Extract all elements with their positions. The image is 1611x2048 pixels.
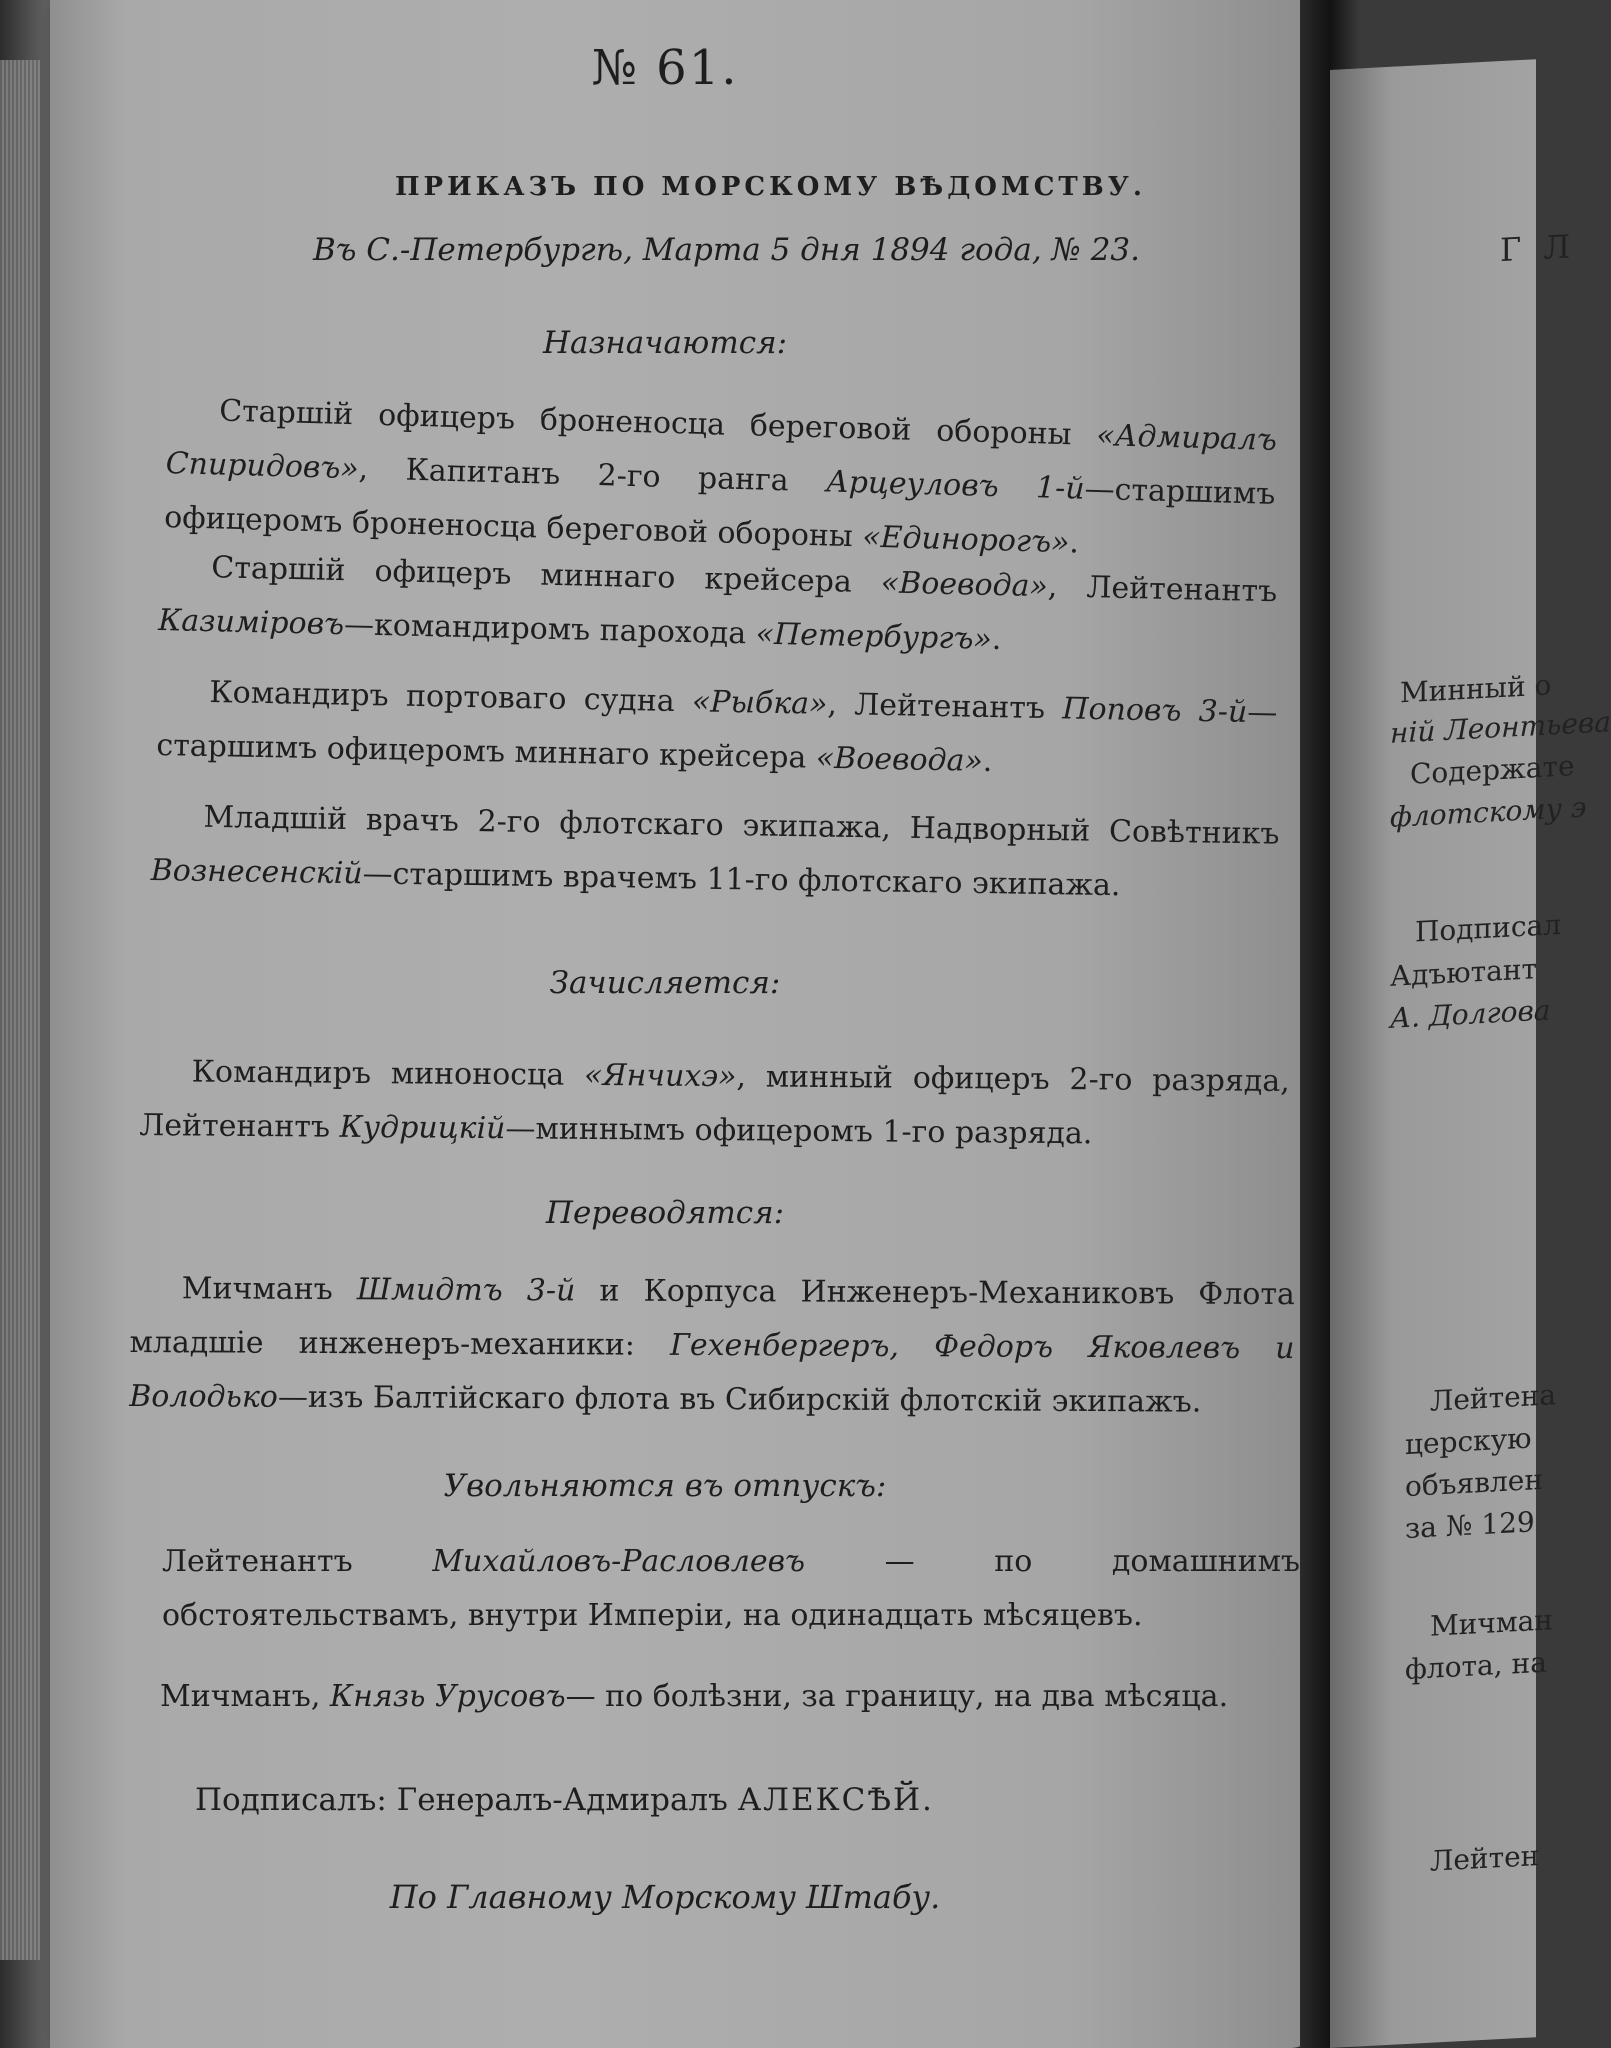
right-page-fragment: Лейтен <box>1430 1839 1540 1878</box>
page-number: № 61. <box>591 40 739 96</box>
footer-staff: По Главному Морскому Штабу. <box>389 1878 941 1916</box>
right-page-fragment: объявлен <box>1405 1462 1543 1504</box>
right-page <box>1330 59 1611 2048</box>
right-page-fragment: за № 129 <box>1405 1505 1535 1546</box>
paragraph-leave-2: Мичманъ, Князь Урусовъ— по болѣзни, за границу, на два мѣсяца. <box>160 1679 1229 1714</box>
signature-name: АЛЕКСѢЙ. <box>737 1782 934 1818</box>
right-page-fragment: Адъютант <box>1390 952 1537 993</box>
heading-transferred: Переводятся: <box>545 1195 785 1231</box>
right-page-fragment: Подписал <box>1415 907 1562 949</box>
order-title: ПРИКАЗЪ ПО МОРСКОМУ ВѢДОМСТВУ. <box>395 172 1146 202</box>
order-date: Въ С.-Петербургѣ, Марта 5 дня 1894 года, № 23. <box>313 232 1141 268</box>
right-page-fragment: флота, на <box>1405 1645 1547 1687</box>
paragraph-appointment-2: Старшій офицеръ миннаго крейсера «Воевода», Лейтенантъ Казиміровъ—командиромъ парохода «Петербургъ». <box>157 550 1278 658</box>
right-page-fragment: ній Леонтьева <box>1390 705 1611 750</box>
right-page-heading-fragment: Г Л <box>1500 227 1577 270</box>
right-page-fragment: церскую <box>1405 1421 1532 1462</box>
heading-appointed: Назначаются: <box>542 325 788 361</box>
signature-line <box>195 1782 934 1818</box>
paragraph-enrollment: Командиръ миноносца «Янчихэ», минный офицеръ 2-го разряда, Лейтенантъ Кудрицкій—миннымъ офицеромъ 1-го разряда. <box>139 1054 1290 1152</box>
right-page-fragment: Мичман <box>1430 1603 1553 1643</box>
left-page <box>50 0 1320 2048</box>
paragraph-appointment-3: Командиръ портоваго судна «Рыбка», Лейтенантъ Поповъ 3-й—старшимъ офицеромъ миннаго крейсера «Воевода». <box>156 674 1278 780</box>
right-page-fragment: А. Долгова <box>1390 993 1551 1035</box>
right-page-fragment: флотскому э <box>1390 790 1587 834</box>
right-page-fragment: Минный о <box>1400 668 1552 710</box>
signature-label: Подписалъ: Генералъ-Адмиралъ <box>195 1782 738 1818</box>
paragraph-appointment-1: Старшій офицеръ броненосца береговой обороны «Адмиралъ Спиридовъ», Капитанъ 2-го ранга Арцеуловъ 1-й—старшимъ офицеромъ броненосца береговой обороны «Единорогъ». <box>163 393 1278 561</box>
paragraph-leave-1: Лейтенантъ Михайловъ-Расловлевъ — по домашнимъ обстоятельствамъ, внутри Имперіи, на одинадцать мѣсяцевъ. <box>162 1544 1300 1633</box>
right-page-fragment: Лейтена <box>1430 1378 1557 1418</box>
right-page-fragment: Содержате <box>1410 749 1575 791</box>
heading-leave: Увольняются въ отпускъ: <box>443 1468 887 1504</box>
paragraph-transfer: Мичманъ Шмидтъ 3-й и Корпуса Инженеръ-Механиковъ Флота младшіе инженеръ-механики: Гехенбергеръ, Федоръ Яковлевъ и Володько—изъ Балтійскаго флота въ Сибирскій флотскій экипажъ. <box>129 1271 1295 1420</box>
heading-enrolled: Зачисляется: <box>549 965 781 1001</box>
paragraph-appointment-4: Младшій врачъ 2-го флотскаго экипажа, Надворный Совѣтникъ Вознесенскій—старшимъ врачемъ 11-го флотскаго экипажа. <box>150 799 1280 904</box>
